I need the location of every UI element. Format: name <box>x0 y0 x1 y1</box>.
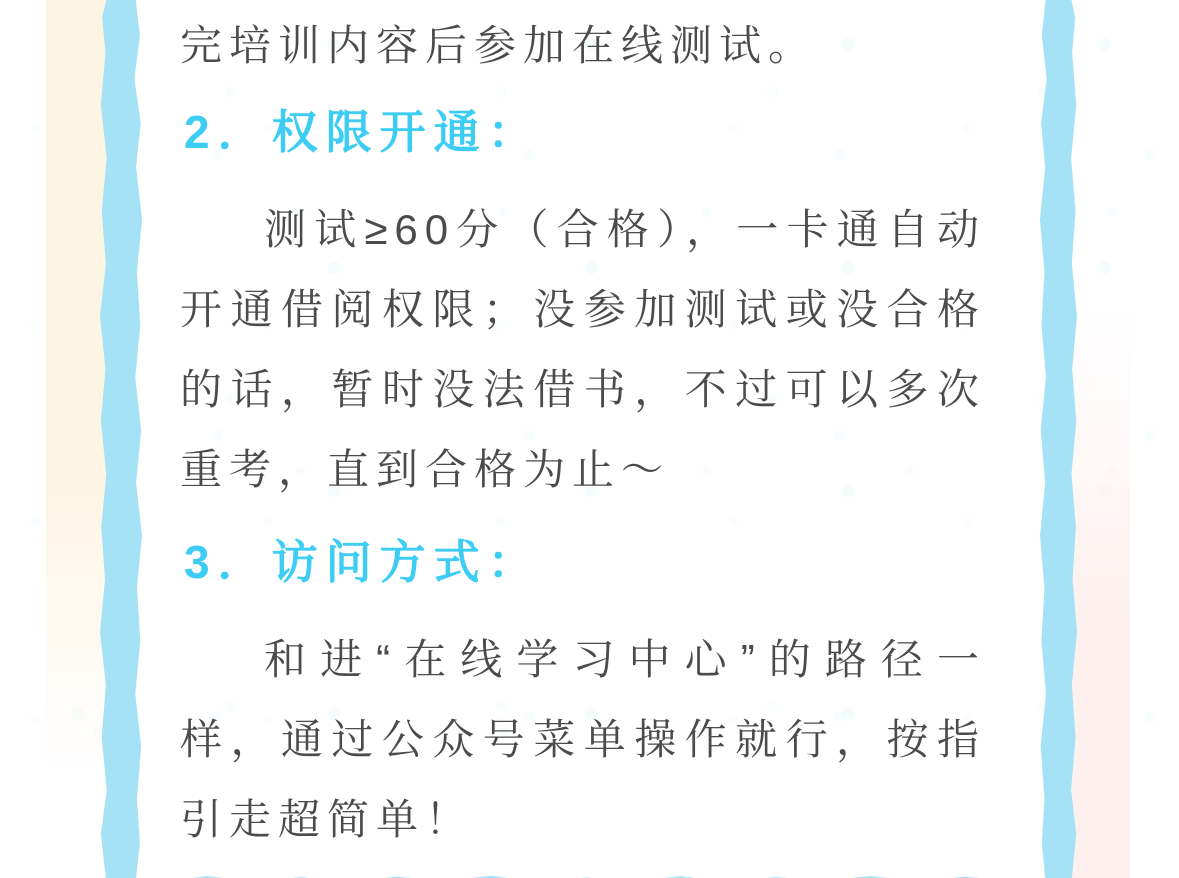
article-content <box>180 6 986 860</box>
paper-tint-right <box>1070 0 1130 878</box>
left-crayon-border <box>100 0 142 878</box>
right-crayon-border <box>1040 0 1077 878</box>
bottom-crayon-border <box>112 870 1060 878</box>
paragraph-intro-continuation: 完培训内容后参加在线测试。 <box>180 22 818 69</box>
section-body-permission: 测试≥60分（合格），一卡通自动开通借阅权限；没参加测试或没合格的话，暂时没法借书，不过可以多次重考，直到合格为止～ <box>180 206 986 493</box>
section-heading-permission: 2．权限开通： <box>184 106 542 158</box>
section-heading-access: 3．访问方式： <box>184 536 542 588</box>
paper-tint-left <box>46 0 110 878</box>
section-body-access: 和进“在线学习中心”的路径一样，通过公众号菜单操作就行，按指引走超简单！ <box>180 636 986 843</box>
